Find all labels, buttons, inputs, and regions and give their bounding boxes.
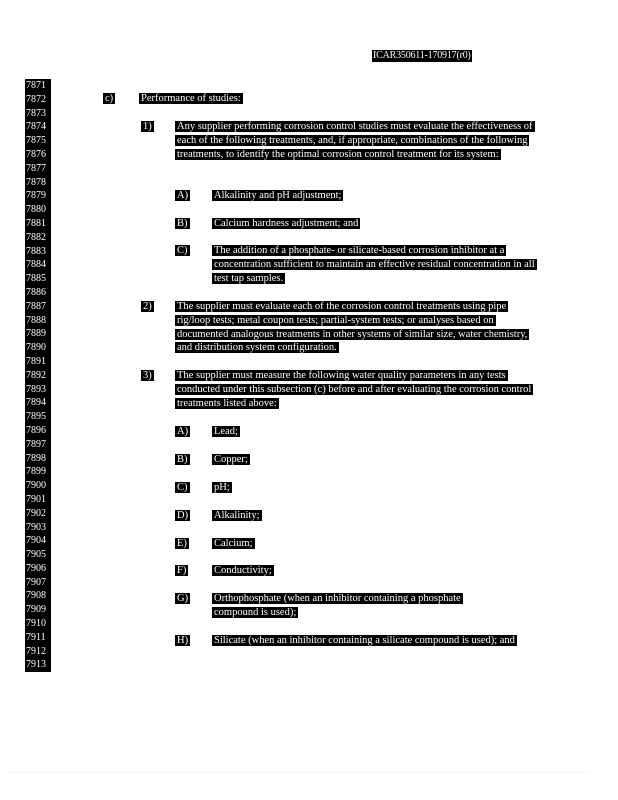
item-3-sub-h-text [212,634,540,648]
item-3-label [141,369,154,383]
item-2-body: The supplier must evaluate each of the corrosion control treatments using pipe rig/loop tests; metal coupon tests; partial-system tests; or analyses based on documented analogous treatments in other systems of similar size, water chemistry, and distribution system configuration. [177,301,528,354]
line-number: 7872 [25,93,51,107]
line-number: 7896 [25,424,51,438]
item-3-sub-a-body: Lead; [214,426,238,437]
line-number: 7901 [25,493,51,507]
item-3-sub-d-label [175,509,190,523]
item-3-sub-h-label [175,634,190,648]
item-3-sub-d-label-text: D) [177,510,189,521]
line-number: 7892 [25,369,51,383]
section-title [139,92,399,106]
line-number: 7875 [25,134,51,148]
item-3-sub-f-label-text: F) [177,565,187,576]
item-3-sub-a-text [212,425,538,439]
item-3-sub-f-text [212,564,538,578]
item-3-sub-e-label [175,537,189,551]
item-3-sub-g-label [175,592,190,606]
item-3-sub-a-label [175,425,190,439]
item-3-sub-e-label-text: E) [177,538,187,549]
line-number: 7874 [25,120,51,134]
line-number: 7887 [25,300,51,314]
line-number: 7873 [25,107,51,121]
line-number: 7908 [25,589,51,603]
item-3-sub-f-label [175,564,188,578]
line-number: 7907 [25,576,51,590]
item-2-text [175,300,539,355]
line-number: 7905 [25,548,51,562]
item-3-sub-d-text [212,509,538,523]
line-number: 7871 [25,79,51,93]
line-number: 7880 [25,203,51,217]
line-number: 7911 [25,631,51,645]
item-3-sub-d-body: Alkalinity; [214,510,260,521]
line-number: 7912 [25,645,51,659]
line-number: 7889 [25,327,51,341]
line-number: 7906 [25,562,51,576]
item-1-text [175,120,539,161]
item-1-label-text: 1) [143,121,152,132]
item-3-sub-e-body: Calcium; [214,538,253,549]
item-1-sub-a-body: Alkalinity and pH adjustment; [214,190,342,201]
item-3-sub-f-body: Conductivity; [214,565,272,576]
item-3-label-text: 3) [143,370,152,381]
line-number: 7876 [25,148,51,162]
item-1-sub-c-body: The addition of a phosphate- or silicate-based corrosion inhibitor at a concentration sufficient to maintain an effective residual concentration in all test tap samples. [214,245,535,284]
line-number: 7904 [25,534,51,548]
item-3-sub-e-text [212,537,538,551]
item-1-sub-a-label-text: A) [177,190,189,201]
section-label-text: c) [105,93,114,104]
footer-rule [8,772,590,773]
line-number: 7897 [25,438,51,452]
line-number: 7885 [25,272,51,286]
line-number: 7894 [25,396,51,410]
item-3-sub-g-text [212,592,502,620]
line-number: 7882 [25,231,51,245]
item-2-label [141,300,154,314]
item-3-sub-g-label-text: G) [177,593,189,604]
item-1-sub-c-label [175,244,190,258]
line-number: 7878 [25,176,51,190]
item-3-sub-c-body: pH; [214,482,230,493]
line-number: 7893 [25,383,51,397]
line-number: 7898 [25,452,51,466]
item-2-label-text: 2) [143,301,152,312]
item-1-sub-b-body: Calcium hardness adjustment; and [214,218,359,229]
line-number: 7888 [25,314,51,328]
line-number: 7902 [25,507,51,521]
line-number: 7883 [25,245,51,259]
line-number: 7890 [25,341,51,355]
line-number: 7891 [25,355,51,369]
item-3-sub-h-label-text: H) [177,635,189,646]
item-1-sub-b-text [212,217,538,231]
line-number: 7913 [25,658,51,672]
item-1-sub-b-label-text: B) [177,218,188,229]
section-title-text: Performance of studies: [141,93,241,104]
line-number: 7899 [25,465,51,479]
line-number: 7881 [25,217,51,231]
line-number: 7895 [25,410,51,424]
item-3-sub-b-label-text: B) [177,454,188,465]
document-id: ICAR350611-170917(r0) [373,50,471,61]
line-number: 7910 [25,617,51,631]
line-number: 7879 [25,189,51,203]
item-3-sub-g-body: Orthophosphate (when an inhibitor containing a phosphate compound is used); [214,593,461,618]
line-number: 7909 [25,603,51,617]
line-number: 7903 [25,521,51,535]
item-1-sub-c-text [212,244,540,285]
line-number: 7886 [25,286,51,300]
item-3-sub-h-body: Silicate (when an inhibitor containing a silicate compound is used); and [214,635,515,646]
item-3-sub-b-text [212,453,538,467]
item-3-sub-c-label [175,481,190,495]
item-3-sub-c-label-text: C) [177,482,188,493]
item-3-sub-a-label-text: A) [177,426,189,437]
item-3-sub-b-body: Copper; [214,454,248,465]
item-1-body: Any supplier performing corrosion control studies must evaluate the effectiveness of each of the following treatments, and, if appropriate, combinations of the following treatments, to identify the optimal corrosion control treatment for its system: [177,121,533,160]
item-1-sub-a-label [175,189,190,203]
line-number: 7900 [25,479,51,493]
line-number-column [25,79,51,672]
section-label [103,92,115,106]
item-3-text [175,369,539,410]
item-1-sub-c-label-text: C) [177,245,188,256]
item-1-label [141,120,154,134]
item-3-sub-c-text [212,481,538,495]
item-3-body: The supplier must measure the following water quality parameters in any tests conducted under this subsection (c) before and after evaluating the corrosion control treatments listed above: [177,370,532,409]
line-number: 7884 [25,258,51,272]
line-number: 7877 [25,162,51,176]
item-3-sub-b-label [175,453,190,467]
item-1-sub-a-text [212,189,538,203]
item-1-sub-b-label [175,217,190,231]
